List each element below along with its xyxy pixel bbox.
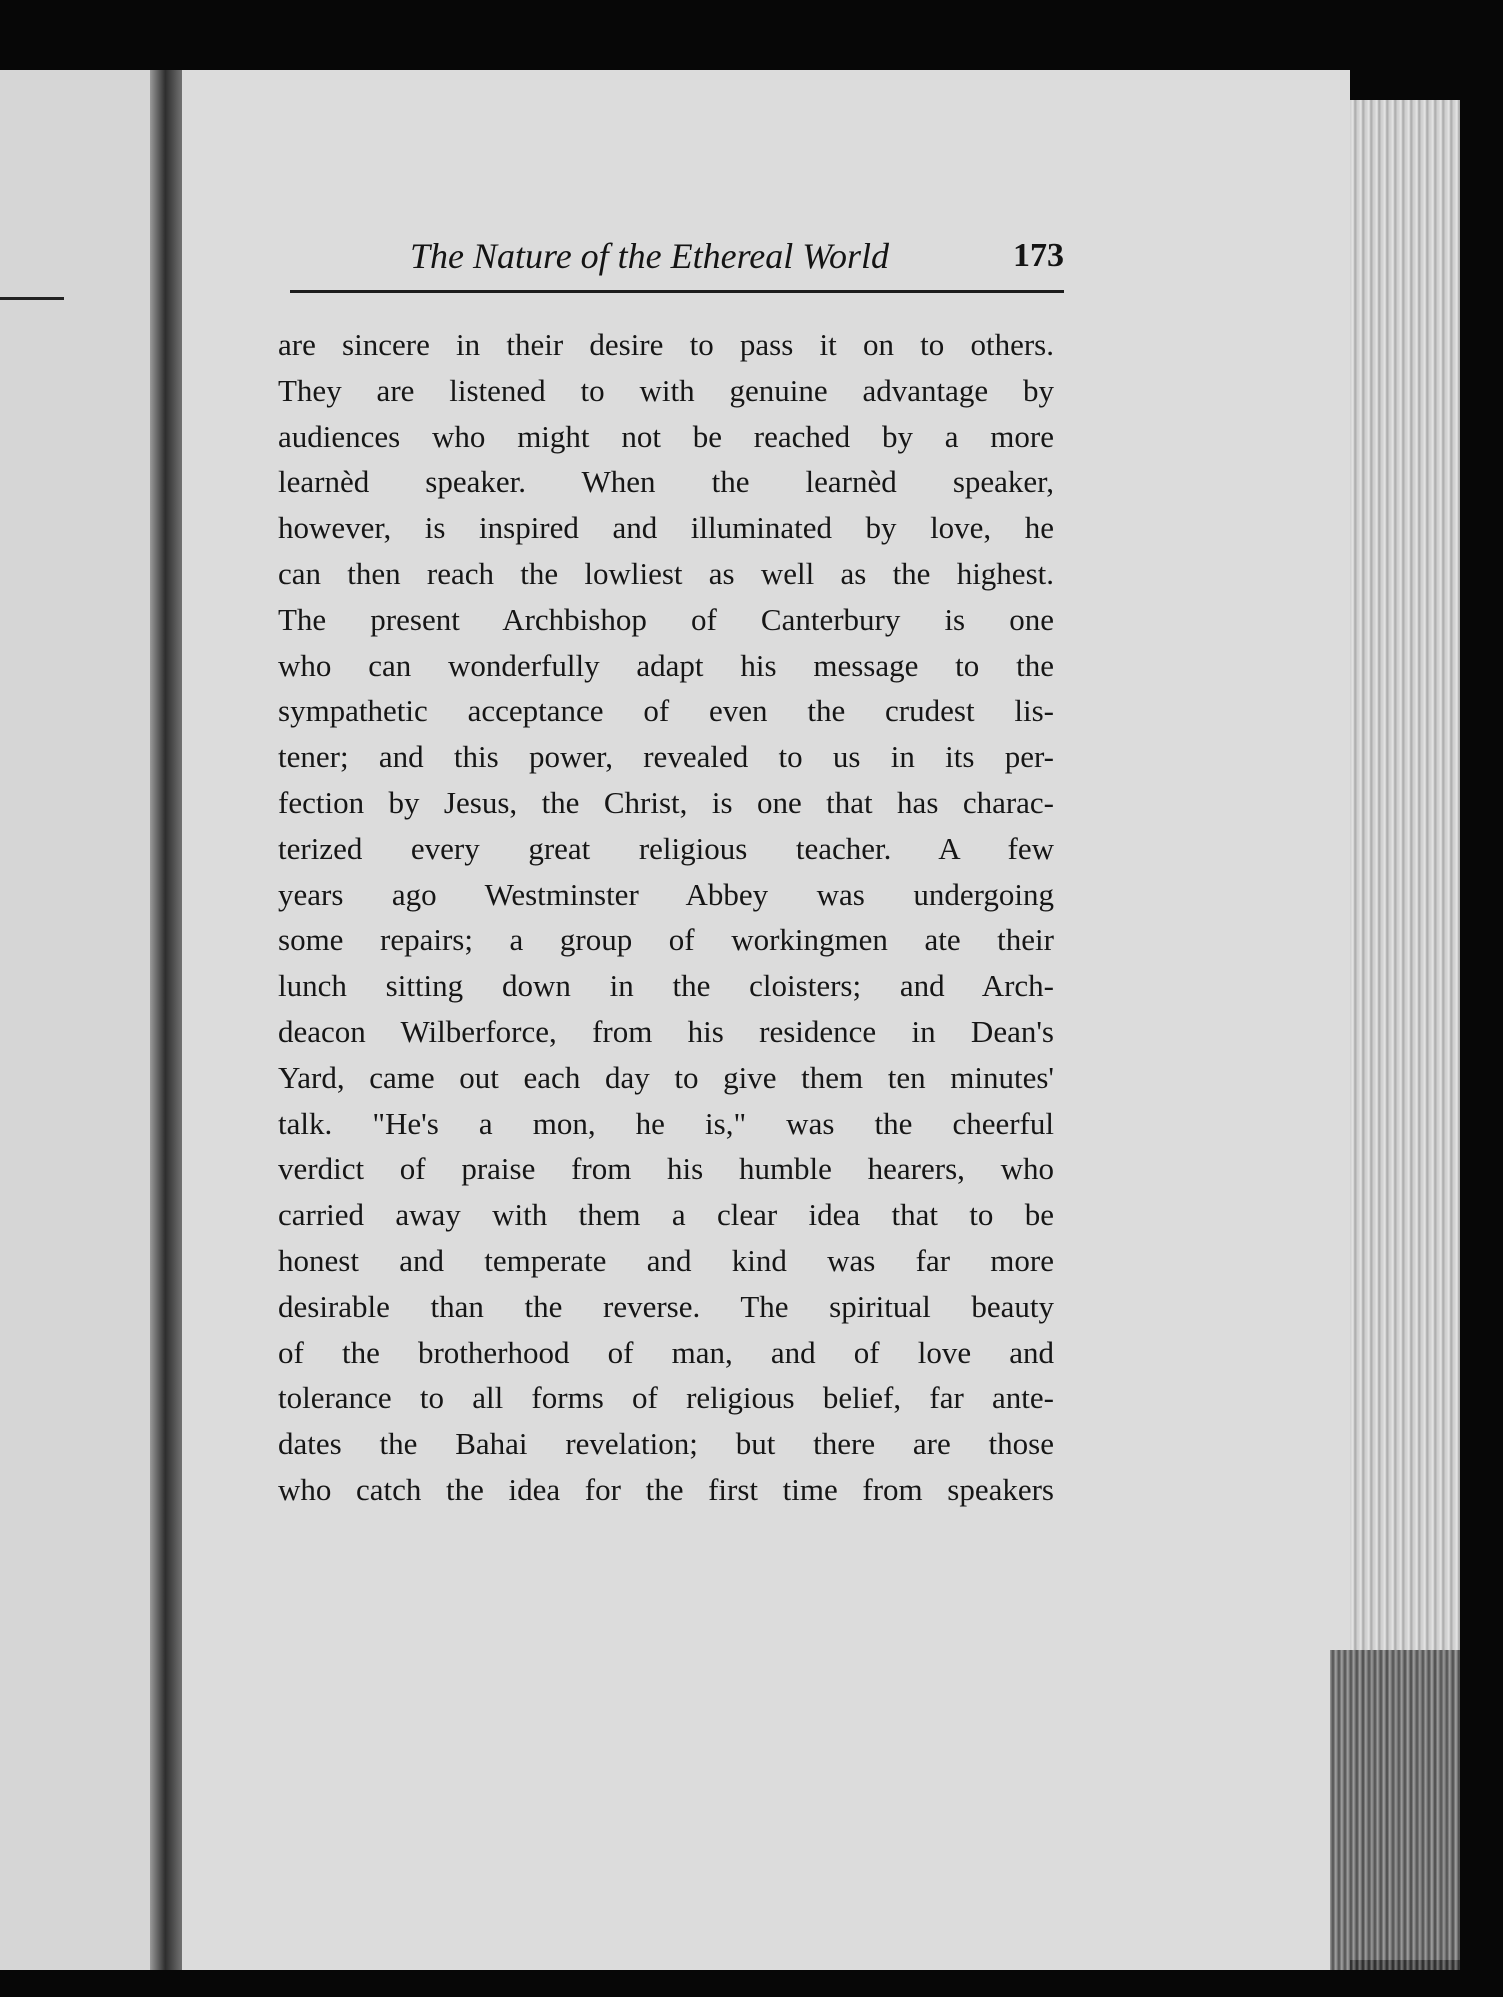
- text-line: can then reach the lowliest as well as the highest.: [278, 555, 1054, 591]
- book-gutter: [150, 70, 184, 1970]
- text-line: They are listened to with genuine advantage by: [278, 372, 1054, 408]
- text-line: tolerance to all forms of religious belief, far ante-: [278, 1380, 1054, 1416]
- text-line: tener; and this power, revealed to us in its per-: [278, 739, 1054, 775]
- text-line: talk. "He's a mon, he is," was the cheerful: [278, 1105, 1054, 1141]
- text-line: audiences who might not be reached by a more: [278, 418, 1054, 454]
- text-line: years ago Westminster Abbey was undergoing: [278, 876, 1054, 912]
- text-line: honest and temperate and kind was far more: [278, 1242, 1054, 1278]
- text-line: sympathetic acceptance of even the crudest lis-: [278, 693, 1054, 729]
- text-line: of the brotherhood of man, and of love and: [278, 1334, 1054, 1370]
- text-line: dates the Bahai revelation; but there are those: [278, 1426, 1054, 1462]
- text-line: verdict of praise from his humble hearers, who: [278, 1151, 1054, 1187]
- running-head: [410, 228, 1064, 284]
- text-line: Yard, came out each day to give them ten minutes': [278, 1059, 1054, 1095]
- text-line: who catch the idea for the first time from speakers: [278, 1471, 1054, 1507]
- text-line: who can wonderfully adapt his message to the: [278, 647, 1054, 683]
- text-line: The present Archbishop of Canterbury is one: [278, 601, 1054, 637]
- left-page-rule: [0, 297, 64, 300]
- text-line: terized every great religious teacher. A few: [278, 830, 1054, 866]
- page-edges-shadow: [1330, 1650, 1460, 1970]
- text-line: some repairs; a group of workingmen ate their: [278, 922, 1054, 958]
- text-line: fection by Jesus, the Christ, is one that has charac-: [278, 784, 1054, 820]
- text-line: lunch sitting down in the cloisters; and Arch-: [278, 968, 1054, 1004]
- text-line: deacon Wilberforce, from his residence in Dean's: [278, 1013, 1054, 1049]
- body-text: [278, 322, 1054, 1513]
- text-line: however, is inspired and illuminated by love, he: [278, 510, 1054, 546]
- text-line: are sincere in their desire to pass it on to others.: [278, 327, 1054, 362]
- text-line: desirable than the reverse. The spiritual beauty: [278, 1288, 1054, 1324]
- header-rule: [290, 290, 1064, 293]
- text-line: carried away with them a clear idea that to be: [278, 1197, 1054, 1233]
- text-line: learnèd speaker. When the learnèd speaker,: [278, 464, 1054, 500]
- running-title: The Nature of the Ethereal World: [410, 236, 889, 276]
- page-number: 173: [1013, 237, 1064, 274]
